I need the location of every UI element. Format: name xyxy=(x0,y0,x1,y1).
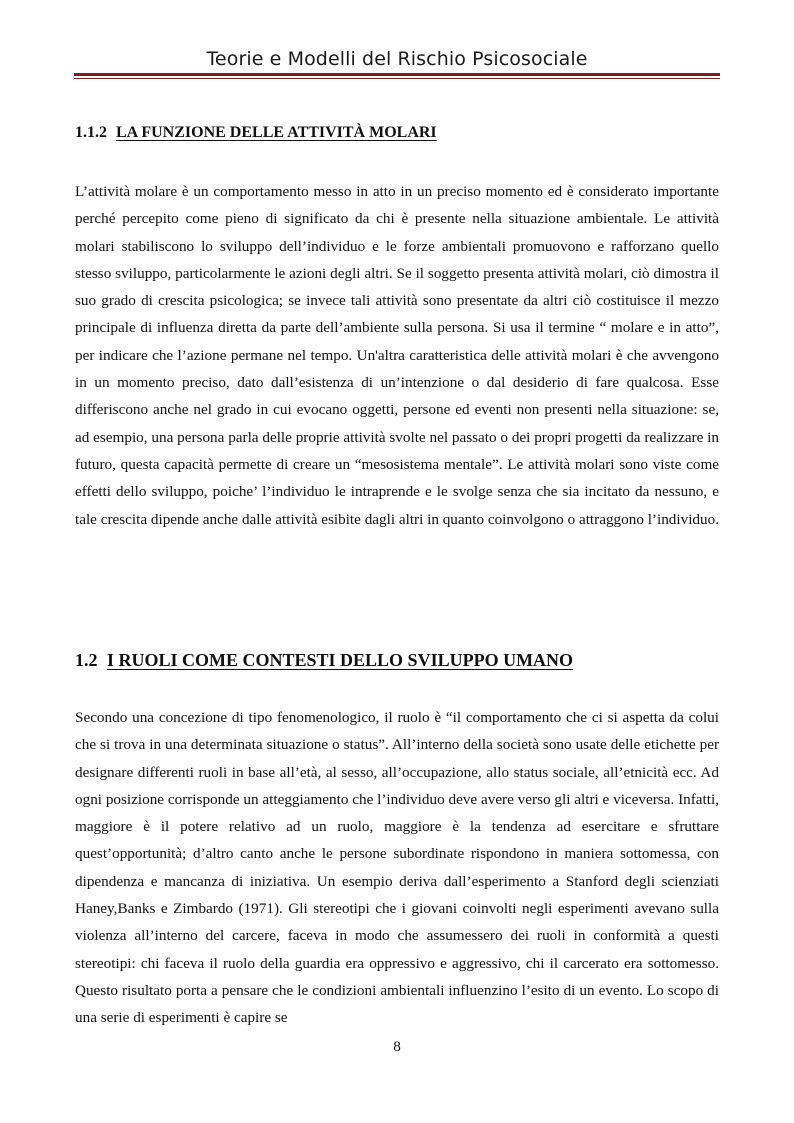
header-rule-thick xyxy=(74,73,720,76)
header-rule-thin xyxy=(74,78,720,79)
page-number: 8 xyxy=(393,1038,401,1055)
section-paragraph-molar-activities: L’attività molare è un comportamento messo in atto in un preciso momento ed è considerato importante perché percepito come pieno di significato da chi è presente nella situazione ambientale. Le attività molari stabiliscono lo sviluppo dell’individuo e le forze ambientali promuovono e rafforzano quello stesso sviluppo, particolarmente le azioni degli altri. Se il soggetto presenta attività molari, ciò dimostra il suo grado di crescita psicologica; se invece tali attività sono presentate da altri ciò costituisce il mezzo principale di influenza diretta da parte dell’ambiente sulla persona. Si usa il termine “ molare e in atto”, per indicare che l’azione permane nel tempo. Un'altra caratteristica delle attività molari è che avvengono in un momento preciso, dato dall’esistenza di un’intenzione o dal desiderio di fare qualcosa. Esse differiscono anche nel grado in cui evocano oggetti, persone ed eventi non presenti nella situazione: se, ad esempio, una persona parla delle proprie attività svolte nel passato o dei propri progetti da realizzare in futuro, questa capacità permette di creare un “mesosistema mentale”. Le attività molari sono viste come effetti dello sviluppo, poiche’ l’individuo le intraprende e le svolge senza che sia incitato da nessuno, e tale crescita dipende anche dalle attività esibite dagli altri in quanto coinvolgono o attraggono l’individuo. xyxy=(75,183,720,528)
section-title: LA FUNZIONE DELLE ATTIVITÀ MOLARI xyxy=(116,124,437,141)
section-heading-1-2 xyxy=(75,650,573,671)
section-number: 1.1.2 xyxy=(75,124,107,141)
section-title: I RUOLI COME CONTESTI DELLO SVILUPPO UMANO xyxy=(107,650,574,670)
section-heading-1-1-2 xyxy=(75,124,437,142)
section-number: 1.2 xyxy=(75,650,98,670)
running-header-title: Teorie e Modelli del Rischio Psicosociale xyxy=(206,48,588,70)
section-paragraph-roles: Secondo una concezione di tipo fenomenologico, il ruolo è “il comportamento che ci si aspetta da colui che si trova in una determinata situazione o status”. All’interno della società sono usate delle etichette per designare differenti ruoli in base all’età, al sesso, all’occupazione, allo status sociale, all’etnicità ecc. Ad ogni posizione corrisponde un atteggiamento che l’individuo deve avere verso gli altri e viceversa. Infatti, maggiore è il potere relativo ad un ruolo, maggiore è la tendenza ad esercitare e sfruttare quest’opportunità; d’altro canto anche le persone subordinate rispondono in maniera sottomessa, con dipendenza e mancanza di iniziativa. Un esempio deriva dall’esperimento a Stanford degli scienziati Haney,Banks e Zimbardo (1971). Gli stereotipi che i giovani coinvolti negli esperimenti avevano sulla violenza all’interno del carcere, faceva in modo che assumessero dei ruoli in conformità a questi stereotipi: chi faceva il ruolo della guardia era oppressivo e aggressivo, chi il carcerato era sottomesso. Questo risultato porta a pensare che le condizioni ambientali influenzino l’esito di un evento. Lo scopo di una serie di esperimenti è capire se xyxy=(75,709,719,1027)
